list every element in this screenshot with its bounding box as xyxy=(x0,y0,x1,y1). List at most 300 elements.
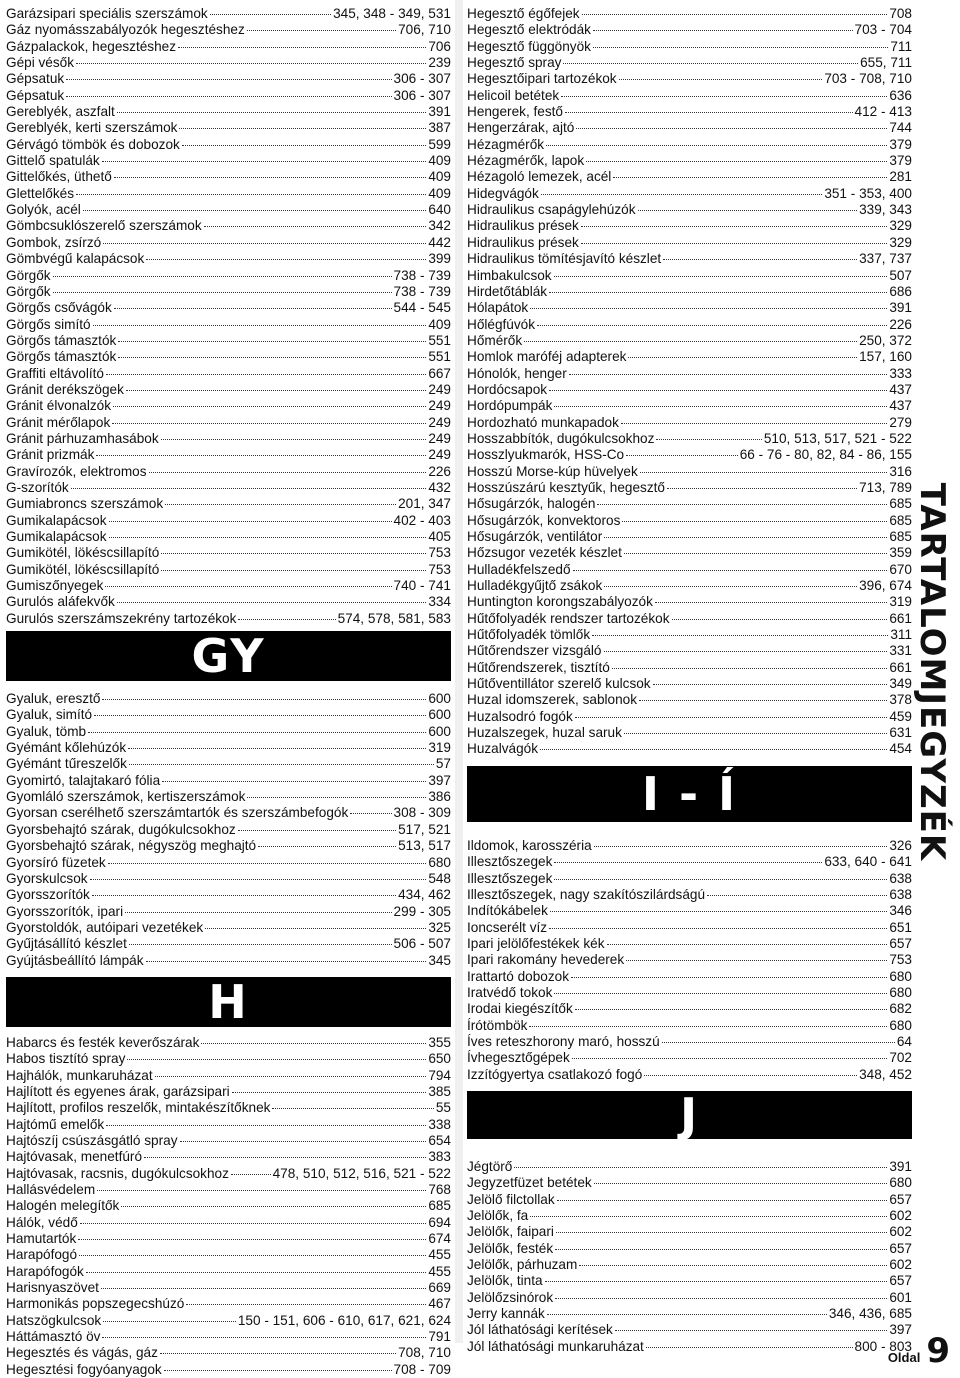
dot-leader xyxy=(146,259,426,260)
entry-page: 686 xyxy=(889,283,912,299)
entry-page: 661 xyxy=(889,610,912,626)
entry-label: Gránit párhuzamhasábok xyxy=(6,430,159,446)
dot-leader xyxy=(232,1092,427,1093)
index-entry xyxy=(6,1345,451,1361)
dot-leader xyxy=(624,553,887,554)
entry-page: 753 xyxy=(428,545,451,561)
entry-page: 674 xyxy=(428,1231,451,1247)
entry-label: Hajtóvasak, menetfúró xyxy=(6,1149,143,1165)
dot-leader xyxy=(546,145,887,146)
entry-label: Gyorstoldók, autóipari vezetékek xyxy=(6,919,204,935)
entry-page: 157, 160 xyxy=(859,349,912,365)
dot-leader xyxy=(619,79,823,80)
index-entry xyxy=(6,284,451,300)
dot-leader xyxy=(161,553,426,554)
entry-label: Háttámasztó öv xyxy=(6,1329,101,1345)
dot-leader xyxy=(129,944,392,945)
dot-leader xyxy=(109,537,427,538)
entry-page: 753 xyxy=(428,561,451,577)
entry-label: Hajtómű emelők xyxy=(6,1116,105,1132)
entry-label: Hengerzárak, ajtó xyxy=(467,120,575,136)
entry-label: Gittelőkés, üthető xyxy=(6,169,112,185)
entry-label: Gyorsíró füzetek xyxy=(6,854,106,870)
dot-leader xyxy=(593,30,853,31)
entry-label: Gyorsszorítók, ipari xyxy=(6,903,124,919)
dot-leader xyxy=(127,1059,426,1060)
index-entry xyxy=(467,985,912,1001)
page-footer xyxy=(888,1331,950,1371)
entry-page: 459 xyxy=(889,708,912,724)
dot-leader xyxy=(117,602,427,603)
index-entry xyxy=(6,594,451,610)
index-entry xyxy=(467,104,912,120)
dot-leader xyxy=(626,960,887,961)
index-entry xyxy=(467,153,912,169)
index-entry xyxy=(6,887,451,903)
dot-leader xyxy=(582,14,888,15)
index-entry xyxy=(467,545,912,561)
index-entry xyxy=(6,6,451,22)
index-entry xyxy=(467,676,912,692)
entry-label: Gyorsbehajtó szárak, dugókulcsokhoz xyxy=(6,821,236,837)
entry-page: 548 xyxy=(428,870,451,886)
entry-label: Jegyzetfüzet betétek xyxy=(467,1175,592,1191)
entry-label: Harmonikás popszegecshúzó xyxy=(6,1296,185,1312)
index-entry xyxy=(467,903,912,919)
index-entry xyxy=(467,1257,912,1273)
dot-leader xyxy=(530,1216,887,1217)
index-entry xyxy=(6,611,451,627)
entry-page: 299 - 305 xyxy=(393,903,451,919)
dot-leader xyxy=(118,341,426,342)
entry-page: 338 xyxy=(428,1116,451,1132)
dot-leader xyxy=(238,830,396,831)
index-entry xyxy=(6,1084,451,1100)
entry-page: 306 - 307 xyxy=(393,87,451,103)
entry-page: 455 xyxy=(428,1263,451,1279)
index-column-left xyxy=(6,6,451,1378)
dot-leader xyxy=(146,961,427,962)
dot-leader xyxy=(554,879,887,880)
index-entry xyxy=(467,169,912,185)
dot-leader xyxy=(113,406,426,407)
entry-page: 800 - 803 xyxy=(854,1338,912,1354)
dot-leader xyxy=(626,455,738,456)
dot-leader xyxy=(621,423,887,424)
dot-leader xyxy=(94,715,426,716)
dot-leader xyxy=(162,781,426,782)
entry-label: Gereblyék, kerti szerszámok xyxy=(6,120,178,136)
index-entry xyxy=(6,1133,451,1149)
index-entry xyxy=(6,724,451,740)
dot-leader xyxy=(655,602,887,603)
dot-leader xyxy=(231,1174,271,1175)
entry-page: 602 xyxy=(889,1224,912,1240)
index-entry xyxy=(6,1198,451,1214)
index-entry xyxy=(467,186,912,202)
entry-label: Glettelőkés xyxy=(6,185,75,201)
dot-leader xyxy=(622,521,887,522)
entry-page: 655, 711 xyxy=(860,55,912,71)
index-entry xyxy=(6,447,451,463)
entry-page: 467 xyxy=(428,1296,451,1312)
dot-leader xyxy=(105,586,391,587)
index-entry xyxy=(6,1068,451,1084)
index-entry xyxy=(6,415,451,431)
dot-leader xyxy=(572,1058,888,1059)
entry-page: 249 xyxy=(428,381,451,397)
entry-label: Hidegvágók xyxy=(467,185,539,201)
dot-leader xyxy=(594,846,888,847)
dot-leader xyxy=(180,1141,427,1142)
dot-leader xyxy=(109,521,392,522)
entry-label: Hűtőventillátor szerelő kulcsok xyxy=(467,676,651,692)
dot-leader xyxy=(178,47,426,48)
index-entry xyxy=(467,660,912,676)
index-entry xyxy=(6,1231,451,1247)
dot-leader xyxy=(554,276,888,277)
entry-page: 379 xyxy=(889,153,912,169)
entry-page: 226 xyxy=(428,463,451,479)
index-entry xyxy=(6,268,451,284)
entry-page: 794 xyxy=(428,1067,451,1083)
index-entry xyxy=(6,251,451,267)
entry-page: 337, 737 xyxy=(859,251,912,267)
entry-page: 669 xyxy=(428,1280,451,1296)
section-banner-i: I - Í xyxy=(467,766,912,822)
entry-page: 437 xyxy=(889,398,912,414)
index-entry xyxy=(6,464,451,480)
dot-leader xyxy=(550,911,887,912)
entry-label: Hűtőfolyadék tömlők xyxy=(467,627,591,643)
entry-page: 379 xyxy=(889,136,912,152)
index-entry xyxy=(6,333,451,349)
index-entry xyxy=(6,936,451,952)
index-entry xyxy=(6,22,451,38)
entry-label: Hamutartók xyxy=(6,1231,77,1247)
entry-label: Gyújtásbeállító lámpák xyxy=(6,952,144,968)
index-group xyxy=(6,1035,451,1378)
index-entry xyxy=(467,513,912,529)
index-entry xyxy=(6,855,451,871)
dot-leader xyxy=(149,472,427,473)
dot-leader xyxy=(66,79,391,80)
index-entry xyxy=(467,1175,912,1191)
entry-label: Gereblyék, aszfalt xyxy=(6,104,115,120)
index-entry xyxy=(6,300,451,316)
entry-label: Jól láthatósági munkaruházat xyxy=(467,1338,644,1354)
dot-leader xyxy=(571,977,887,978)
entry-label: Hónolók, henger xyxy=(467,365,567,381)
entry-page: 239 xyxy=(428,55,451,71)
dot-leader xyxy=(624,733,887,734)
index-entry xyxy=(467,920,912,936)
dot-leader xyxy=(93,325,427,326)
dot-leader xyxy=(66,96,391,97)
page-label: Oldal xyxy=(887,1350,921,1365)
dot-leader xyxy=(97,1190,426,1191)
dot-leader xyxy=(555,1249,887,1250)
index-entry xyxy=(467,887,912,903)
index-entry xyxy=(6,496,451,512)
index-entry xyxy=(467,1067,912,1083)
entry-label: Iratvédő tokok xyxy=(467,984,553,1000)
entry-label: Görgők xyxy=(6,267,51,283)
dot-leader xyxy=(581,226,887,227)
index-entry xyxy=(6,691,451,707)
entry-page: 631 xyxy=(889,725,912,741)
dot-leader xyxy=(86,1272,426,1273)
index-entry xyxy=(6,805,451,821)
entry-label: Hegesztő elektródák xyxy=(467,22,591,38)
index-group xyxy=(467,1159,912,1355)
entry-label: Gumikötél, lökéscsillapító xyxy=(6,561,160,577)
entry-page: 385 xyxy=(428,1083,451,1099)
entry-label: Indítókábelek xyxy=(467,903,548,919)
entry-label: Graffiti eltávolító xyxy=(6,365,104,381)
index-entry xyxy=(467,333,912,349)
dot-leader xyxy=(126,390,426,391)
entry-page: 339, 343 xyxy=(859,202,912,218)
entry-label: Hegesztési fogyóanyagok xyxy=(6,1361,162,1377)
entry-page: 399 xyxy=(428,251,451,267)
entry-label: Huzalszegek, huzal saruk xyxy=(467,725,622,741)
dot-leader xyxy=(604,537,887,538)
index-entry xyxy=(6,1313,451,1329)
index-entry xyxy=(467,611,912,627)
entry-page: 226 xyxy=(889,316,912,332)
dot-leader xyxy=(53,276,392,277)
entry-page: 391 xyxy=(889,300,912,316)
column-gutter xyxy=(455,0,463,1343)
dot-leader xyxy=(205,928,426,929)
entry-page: 708, 710 xyxy=(398,1345,451,1361)
index-entry xyxy=(467,1273,912,1289)
entry-label: Gyémánt tűreszelők xyxy=(6,756,127,772)
entry-page: 348, 452 xyxy=(859,1066,912,1082)
side-title-text: TARTALOMJEGYZÉK xyxy=(912,482,952,862)
entry-page: 249 xyxy=(428,398,451,414)
entry-label: Irodai kiegészítők xyxy=(467,1001,573,1017)
index-entry xyxy=(467,1034,912,1050)
dot-leader xyxy=(549,292,887,293)
dot-leader xyxy=(576,128,887,129)
entry-page: 281 xyxy=(889,169,912,185)
entry-label: Illesztőszegek, nagy szakítószilárdságú xyxy=(467,886,706,902)
entry-label: Hajhálók, munkaruházat xyxy=(6,1067,153,1083)
entry-label: Hólapátok xyxy=(467,300,529,316)
entry-page: 355 xyxy=(428,1034,451,1050)
dot-leader xyxy=(144,1157,426,1158)
entry-page: 685 xyxy=(889,496,912,512)
entry-label: Hőmérők xyxy=(467,332,523,348)
dot-leader xyxy=(555,1298,887,1299)
index-entry xyxy=(467,71,912,87)
entry-label: Garázsipari speciális szerszámok xyxy=(6,6,208,21)
index-entry xyxy=(6,202,451,218)
entry-page: 667 xyxy=(428,365,451,381)
index-entry xyxy=(6,1149,451,1165)
entry-label: Hegesztő égőfejek xyxy=(467,6,580,21)
index-group xyxy=(467,6,912,758)
dot-leader xyxy=(554,406,887,407)
dot-leader xyxy=(101,1288,426,1289)
entry-page: 640 xyxy=(428,202,451,218)
index-group xyxy=(6,6,451,627)
entry-page: 680 xyxy=(889,968,912,984)
index-entry xyxy=(467,969,912,985)
dot-leader xyxy=(71,488,427,489)
entry-label: Hézagmérők, lapok xyxy=(467,153,585,169)
dot-leader xyxy=(161,439,427,440)
entry-page: 513, 517 xyxy=(398,838,451,854)
dot-leader xyxy=(114,308,392,309)
dot-leader xyxy=(90,879,427,880)
index-entry xyxy=(467,562,912,578)
entry-page: 345, 348 - 349, 531 xyxy=(333,6,451,21)
index-entry xyxy=(6,1280,451,1296)
entry-page: 396, 674 xyxy=(859,578,912,594)
entry-label: Hegesztőipari tartozékok xyxy=(467,71,617,87)
entry-page: 333 xyxy=(889,365,912,381)
entry-page: 738 - 739 xyxy=(393,283,451,299)
entry-page: 442 xyxy=(428,234,451,250)
dot-leader xyxy=(179,128,426,129)
entry-page: 633, 640 - 641 xyxy=(824,854,912,870)
index-entry xyxy=(467,1018,912,1034)
entry-page: 670 xyxy=(889,561,912,577)
entry-page: 507 xyxy=(889,267,912,283)
entry-label: Gyorskulcsok xyxy=(6,870,88,886)
dot-leader xyxy=(612,668,888,669)
entry-label: Gömbcsuklószerelő szerszámok xyxy=(6,218,202,234)
index-entry xyxy=(467,235,912,251)
index-entry xyxy=(6,120,451,136)
entry-label: Hűtőfolyadék rendszer tartozékok xyxy=(467,610,670,626)
entry-page: 345 xyxy=(428,952,451,968)
entry-page: 342 xyxy=(428,218,451,234)
index-entry xyxy=(6,871,451,887)
index-entry xyxy=(6,39,451,55)
dot-leader xyxy=(640,472,888,473)
entry-page: 249 xyxy=(428,414,451,430)
dot-leader xyxy=(112,423,426,424)
dot-leader xyxy=(129,764,434,765)
dot-leader xyxy=(644,1075,857,1076)
entry-label: Hosszú Morse-kúp hüvelyek xyxy=(467,463,638,479)
entry-label: Hőlégfúvók xyxy=(467,316,536,332)
dot-leader xyxy=(204,226,427,227)
dot-leader xyxy=(663,259,857,260)
entry-page: 402 - 403 xyxy=(393,512,451,528)
dot-leader xyxy=(247,30,396,31)
dot-leader xyxy=(672,619,888,620)
section-banner-gy: GY xyxy=(6,631,451,681)
index-entry xyxy=(6,953,451,969)
index-entry xyxy=(6,317,451,333)
dot-leader xyxy=(530,308,887,309)
entry-page: 601 xyxy=(889,1289,912,1305)
entry-label: Himbakulcsok xyxy=(467,267,552,283)
index-entry xyxy=(6,789,451,805)
entry-label: Hordócsapok xyxy=(467,381,548,397)
entry-page: 150 - 151, 606 - 610, 617, 621, 624 xyxy=(237,1312,451,1328)
dot-leader xyxy=(556,1232,887,1233)
entry-page: 657 xyxy=(889,1273,912,1289)
index-entry xyxy=(467,1322,912,1338)
entry-label: Hirdetőtáblák xyxy=(467,283,548,299)
entry-label: Hősugárzók, konvektoros xyxy=(467,512,621,528)
dot-leader xyxy=(613,177,887,178)
dot-leader xyxy=(128,748,426,749)
dot-leader xyxy=(106,1125,426,1126)
entry-page: 316 xyxy=(889,463,912,479)
entry-page: 740 - 741 xyxy=(393,578,451,594)
index-entry xyxy=(6,1247,451,1263)
entry-page: 517, 521 xyxy=(398,821,451,837)
entry-page: 551 xyxy=(428,349,451,365)
index-entry xyxy=(467,529,912,545)
entry-label: Hézagmérők xyxy=(467,136,545,152)
index-entry xyxy=(467,22,912,38)
dot-leader xyxy=(102,1337,426,1338)
index-entry xyxy=(6,1117,451,1133)
entry-page: 250, 372 xyxy=(859,332,912,348)
entry-label: Irattartó dobozok xyxy=(467,968,570,984)
index-entry xyxy=(467,88,912,104)
entry-page: 636 xyxy=(889,87,912,103)
index-entry xyxy=(467,871,912,887)
entry-page: 657 xyxy=(889,1191,912,1207)
index-group xyxy=(467,838,912,1083)
entry-page: 412 - 413 xyxy=(854,104,912,120)
index-entry xyxy=(467,741,912,757)
index-entry xyxy=(6,578,451,594)
entry-label: Hengerek, festő xyxy=(467,104,563,120)
entry-page: 57 xyxy=(435,756,451,772)
entry-label: Harisnyaszövet xyxy=(6,1280,99,1296)
entry-page: 694 xyxy=(428,1214,451,1230)
dot-leader xyxy=(593,47,888,48)
entry-page: 703 - 704 xyxy=(854,22,912,38)
index-entry xyxy=(467,725,912,741)
entry-label: Hatszögkulcsok xyxy=(6,1312,102,1328)
index-entry xyxy=(467,268,912,284)
entry-label: Hulladékgyűjtő zsákok xyxy=(467,578,603,594)
index-entry xyxy=(467,382,912,398)
side-title xyxy=(904,472,960,872)
entry-page: 744 xyxy=(889,120,912,136)
entry-page: 685 xyxy=(428,1198,451,1214)
index-entry xyxy=(467,578,912,594)
index-entry xyxy=(6,1100,451,1116)
entry-label: Gránit mérőlapok xyxy=(6,414,111,430)
entry-page: 753 xyxy=(889,952,912,968)
entry-page: 650 xyxy=(428,1051,451,1067)
dot-leader xyxy=(83,210,427,211)
index-entry xyxy=(6,838,451,854)
index-entry xyxy=(467,464,912,480)
entry-page: 680 xyxy=(889,1175,912,1191)
dot-leader xyxy=(569,374,888,375)
entry-label: Hosszabbítók, dugókulcsokhoz xyxy=(467,430,655,446)
entry-label: Hőzsugor vezeték készlet xyxy=(467,545,622,561)
index-entry xyxy=(6,480,451,496)
dot-leader xyxy=(78,1239,426,1240)
dot-leader xyxy=(79,1255,426,1256)
entry-label: Gránit prizmák xyxy=(6,447,95,463)
index-entry xyxy=(467,398,912,414)
